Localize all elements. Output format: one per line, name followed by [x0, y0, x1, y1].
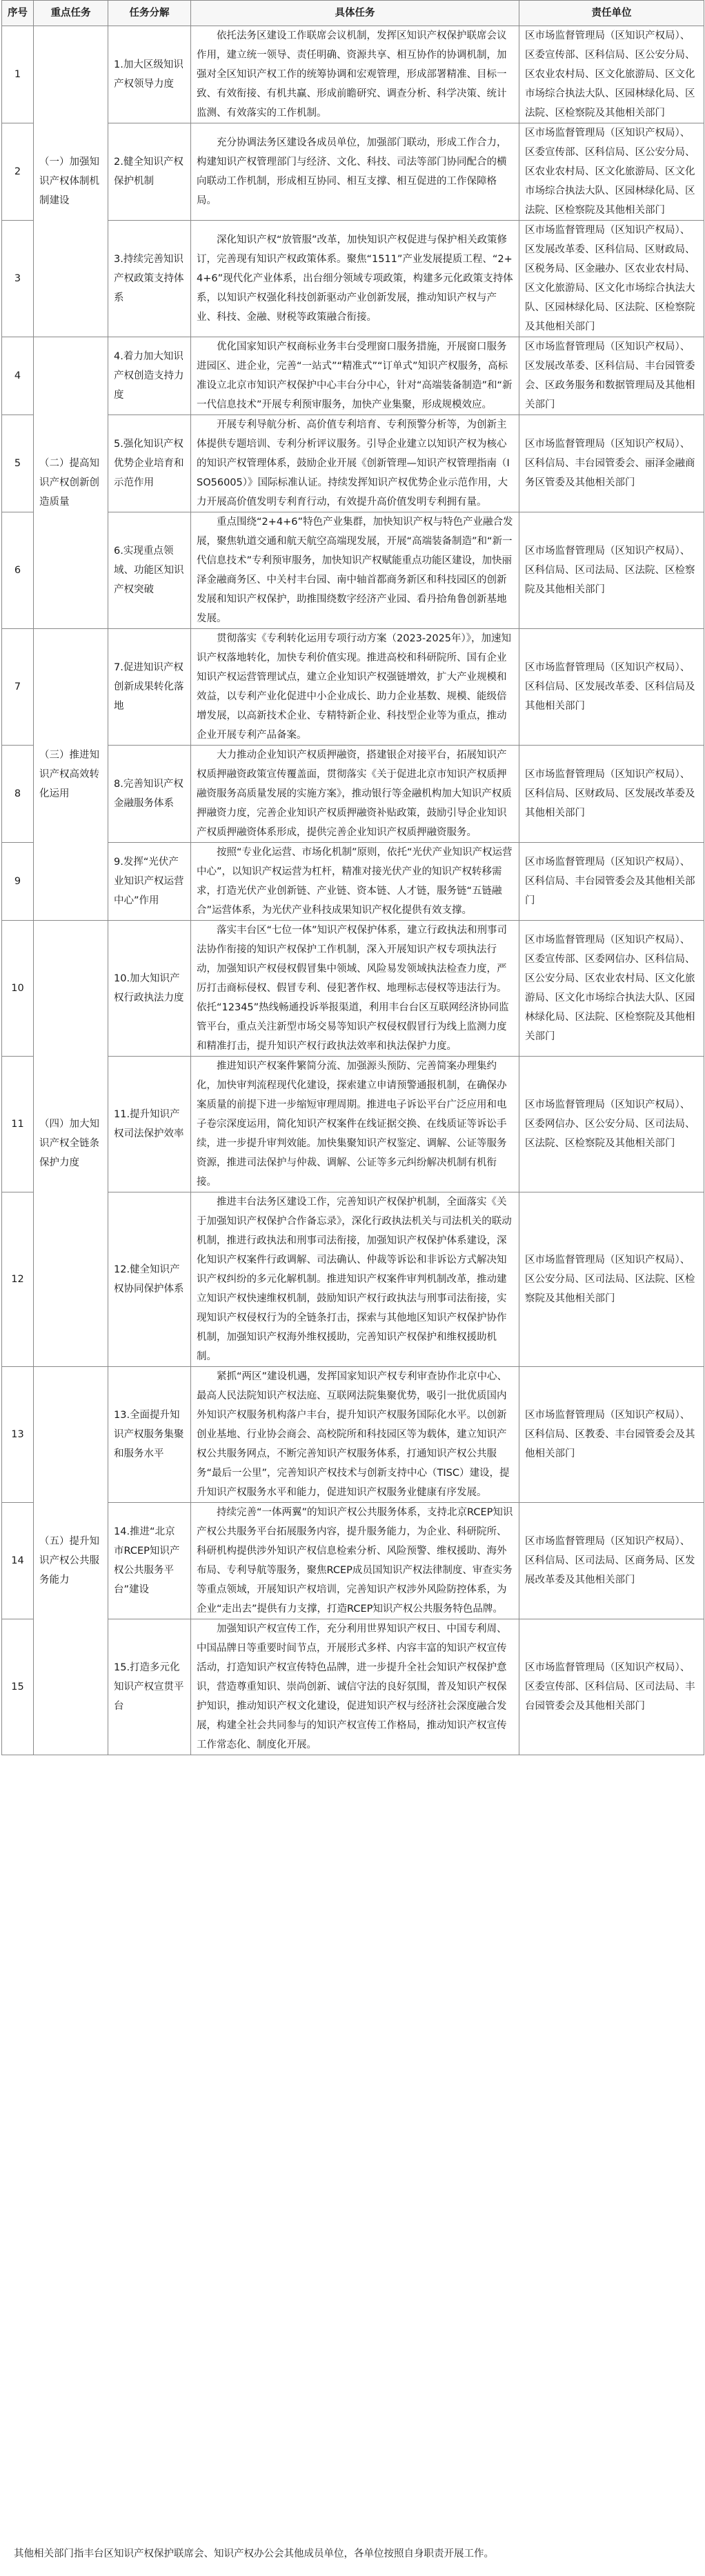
cell-no: 13	[2, 1367, 34, 1503]
cell-task-breakdown: 11.提升知识产权司法保护效率	[108, 1057, 191, 1192]
header-focus: 重点任务	[34, 1, 108, 26]
cell-task-breakdown: 14.推进“北京市RCEP知识产权公共服务平台”建设	[108, 1503, 191, 1619]
cell-responsible-units: 区市场监督管理局（区知识产权局）、区委宣传部、区委网信办、区科信局、区公安分局、区农业农村局、区文化旅游局、区文化市场综合执法大队、区园林绿化局、区法院、区检察院及其他相关部门	[519, 921, 704, 1057]
cell-no: 10	[2, 921, 34, 1057]
cell-specific-task: 按照“专业化运营、市场化机制”原则，依托“光伏产业知识产权运营中心”，以知识产权运营为杠杆，精准对接光伏产业的知识产权转移需求，打造光伏产业创新链、产业链、资本链、人才链，服务链“五链融合”运营体系，为光伏产业科技成果知识产权化提供有效支撑。	[191, 843, 519, 921]
cell-task-breakdown: 15.打造多元化知识产权宣贯平台	[108, 1619, 191, 1755]
cell-specific-task: 开展专利导航分析、高价值专利培育、专利预警分析等，为创新主体提供专题培训、专利分析评议服务。引导企业建立以知识产权为核心的知识产权管理体系，鼓励企业开展《创新管理—知识产权管理指南（ISO56005）》国际标准认证。持续发挥知识产权优势企业示范作用，大力开展高价值发明专利育行动，有效提升高价值发明专利拥有量。	[191, 415, 519, 512]
cell-focus-task: （五）提升知识产权公共服务能力	[34, 1367, 108, 1755]
cell-no: 8	[2, 746, 34, 843]
cell-no: 1	[2, 26, 34, 123]
table-row	[2, 629, 704, 746]
cell-specific-task: 充分协调法务区建设各成员单位，加强部门联动，形成工作合力，构建知识产权管理部门与经济、文化、科技、司法等部门协同配合的横向联动工作机制，形成相互协同、相互支撑、相互促进的工作保障格局。	[191, 123, 519, 221]
cell-task-breakdown: 9.发挥“光伏产业知识产权运营中心”作用	[108, 843, 191, 921]
cell-task-breakdown: 12.健全知识产权协同保护体系	[108, 1192, 191, 1367]
cell-task-breakdown: 4.着力加大知识产权创造支持力度	[108, 337, 191, 415]
header-units: 责任单位	[519, 1, 704, 26]
cell-no: 2	[2, 123, 34, 221]
cell-responsible-units: 区市场监督管理局（区知识产权局）、区科信局、丰台园管委会、丽泽金融商务区管委及其他相关部门	[519, 415, 704, 512]
cell-no: 3	[2, 221, 34, 337]
table-row	[2, 1367, 704, 1503]
cell-specific-task: 落实丰台区“七位一体”知识产权保护体系，建立行政执法和刑事司法协作衔接的知识产权保护工作机制，深入开展知识产权专项执法行动，加强知识产权侵权假冒集中领域、风险易发领域执法检查力度，严厉打击商标侵权、假冒专利、侵犯著作权、地理标志侵权等违法行为。依托“12345”热线畅通投诉举报渠道，利用丰台台区互联网经济协同监管平台，重点关注新型市场交易等知识产权侵权假冒行为线上监测力度和精准打击，提升知识产权行政执法效率和执法保护力度。	[191, 921, 519, 1057]
table-header-row	[2, 1, 704, 26]
table-body	[2, 26, 704, 1755]
cell-task-breakdown: 3.持续完善知识产权政策支持体系	[108, 221, 191, 337]
table-row	[2, 26, 704, 123]
cell-specific-task: 依托法务区建设工作联席会议机制，发挥区知识产权保护联席会议作用，建立统一领导、责任明确、资源共享、相互协作的协调机制，加强对全区知识产权工作的统筹协调和宏观管理，形成部署精准、目标一致、有效衔接、有机共赢、形成前瞻研究、调查分析、科学决策、统计监测、有效落实的工作机制。	[191, 26, 519, 123]
cell-responsible-units: 区市场监督管理局（区知识产权局）、区委宣传部、区科信局、区司法局、丰台园管委会及其他相关部门	[519, 1619, 704, 1755]
cell-responsible-units: 区市场监督管理局（区知识产权局）、区科信局、区司法局、区法院、区检察院及其他相关部门	[519, 512, 704, 629]
cell-task-breakdown: 1.加大区级知识产权领导力度	[108, 26, 191, 123]
header-analysis: 任务分解	[108, 1, 191, 26]
cell-responsible-units: 区市场监督管理局（区知识产权局）、区科信局、区发展改革委、区科信局及其他相关部门	[519, 629, 704, 746]
cell-specific-task: 贯彻落实《专利转化运用专项行动方案（2023-2025年）》，加速知识产权落地转化，加快专利价值实现。推进高校和科研院所、国有企业知识产权运营管理试点，建立企业知识产权强链增效，扩大产业规模和效益，以专利产业化促进中小企业成长、助力企业基数、规模、能级倍增发展，以高新技术企业、专精特新企业、科技型企业等为重点，推动企业开展专利产品备案。	[191, 629, 519, 746]
cell-responsible-units: 区市场监督管理局（区知识产权局）、区发展改革委、区科信局、区财政局、区税务局、区金融办、区农业农村局、区文化旅游局、区文化市场综合执法大队、区园林绿化局、区法院、区检察院及其他相关部门	[519, 221, 704, 337]
cell-focus-task: （一）加强知识产权体制机制建设	[34, 26, 108, 337]
cell-specific-task: 推进知识产权案件繁简分流、加强源头预防、完善简案办理集约化，加快审判流程现代化建设，探索建立申请预警通报机制，在确保办案质量的前提下进一步缩短审理周期。推进电子诉讼平台广泛应用和电子卷宗深度运用，简化知识产权案件在线证据交换、在线质证等诉讼手续，进一步提升审判效能。加快集聚知识产权鉴定、调解、公证等服务资源，推进司法保护与仲裁、调解、公证等多元纠纷解决机制有机衔接。	[191, 1057, 519, 1192]
cell-specific-task: 深化知识产权“放管服”改革，加快知识产权促进与保护相关政策修订，完善现有知识产权政策体系。聚焦“1511”产业发展提质工程、“2+4+6”现代化产业体系，出台细分领域专项政策，构建多元化政策支持体系，以知识产权强化科技创新驱动产业创新发展，推动知识产权与产业、科技、金融、财税等政策融合衔接。	[191, 221, 519, 337]
cell-no: 4	[2, 337, 34, 415]
cell-task-breakdown: 2.健全知识产权保护机制	[108, 123, 191, 221]
cell-task-breakdown: 5.强化知识产权优势企业培育和示范作用	[108, 415, 191, 512]
cell-no: 12	[2, 1192, 34, 1367]
cell-specific-task: 大力推动企业知识产权质押融资，搭建银企对接平台，拓展知识产权质押融资政策宣传覆盖面，贯彻落实《关于促进北京市知识产权质押融资服务高质量发展的实施方案》，推动银行等金融机构加大知识产权质押融资力度，完善企业知识产权质押融资补贴政策，鼓励引导企业知识产权质押融资体系形成，提供完善企业知识产权质押融资服务。	[191, 746, 519, 843]
cell-specific-task: 推进丰台法务区建设工作，完善知识产权保护机制，全面落实《关于加强知识产权保护合作备忘录》，深化行政执法机关与司法机关的联动机制，推进行政执法和刑事司法衔接，加强知识产权保护体系建设，深化知识产权案件行政调解、司法确认、仲裁等诉讼和非诉讼方式解决知识产权纠纷的多元化解机制。推进知识产权案件审判机制改革，推动建立知识产权快速维权机制，鼓励知识产权行政执法与刑事司法衔接，实现知识产权侵权行为的全链条打击，探索与其他地区知识产权保护协作机制，加强知识产权海外维权援助，完善知识产权保护和维权援助机制。	[191, 1192, 519, 1367]
cell-focus-task: （四）加大知识产权全链条保护力度	[34, 921, 108, 1367]
cell-no: 14	[2, 1503, 34, 1619]
cell-no: 7	[2, 629, 34, 746]
cell-task-breakdown: 7.促进知识产权创新成果转化落地	[108, 629, 191, 746]
cell-responsible-units: 区市场监督管理局（区知识产权局）、区委宣传部、区科信局、区公安分局、区农业农村局、区文化旅游局、区文化市场综合执法大队、区园林绿化局、区法院、区检察院及其他相关部门	[519, 26, 704, 123]
cell-task-breakdown: 6.实现重点领域、功能区知识产权突破	[108, 512, 191, 629]
cell-responsible-units: 区市场监督管理局（区知识产权局）、区发展改革委、区科信局、丰台园管委会、区政务服务和数据管理局及其他相关部门	[519, 337, 704, 415]
cell-responsible-units: 区市场监督管理局（区知识产权局）、区科信局、区财政局、区发展改革委及其他相关部门	[519, 746, 704, 843]
cell-responsible-units: 区市场监督管理局（区知识产权局）、区委宣传部、区科信局、区公安分局、区农业农村局、区文化旅游局、区文化市场综合执法大队、区园林绿化局、区法院、区检察院及其他相关部门	[519, 123, 704, 221]
cell-task-breakdown: 8.完善知识产权金融服务体系	[108, 746, 191, 843]
cell-specific-task: 优化国家知识产权商标业务丰台受理窗口服务措施，开展窗口服务进园区、进企业，完善“一站式”“精准式”“订单式”知识产权服务，高标准设立北京市知识产权保护中心丰台分中心，针对“高端装备制造”和“新一代信息技术”开展专利预审服务，加快产业集聚，形成规模效应。	[191, 337, 519, 415]
cell-no: 5	[2, 415, 34, 512]
cell-responsible-units: 区市场监督管理局（区知识产权局）、区科信局、丰台园管委会及其他相关部门	[519, 843, 704, 921]
footnote: 其他相关部门指丰台区知识产权保护联席会、知识产权办公会其他成员单位，各单位按照自身职责开展工作。	[14, 2548, 494, 2559]
cell-no: 15	[2, 1619, 34, 1755]
cell-task-breakdown: 13.全面提升知识产权服务集聚和服务水平	[108, 1367, 191, 1503]
table-row	[2, 337, 704, 415]
table-row	[2, 921, 704, 1057]
cell-specific-task: 紧抓“两区”建设机遇，发挥国家知识产权专利审查协作北京中心、最高人民法院知识产权法庭、互联网法院集聚优势，吸引一批优质国内外知识产权服务机构落户丰台，提升知识产权服务国际化水平。以创新创业基地、行业协会商会、高校院所和科技园区等为载体，建立知识产权公共服务网点，不断完善知识产权服务体系，打通知识产权公共服务“最后一公里”，完善知识产权技术与创新支持中心（TISC）建设，提升知识产权服务水平和能力，促进知识产权服务业健康有序发展。	[191, 1367, 519, 1503]
cell-specific-task: 持续完善“一体两翼”的知识产权公共服务体系，支持北京RCEP知识产权公共服务平台拓展服务内容，提升服务能力，为企业、科研院所、科研机构提供涉外知识产权信息检索分析、风险预警、维权援助、海外布局、专利导航等服务，聚焦RCEP成员国知识产权法律制度、审查实务等重点领域，开展知识产权培训，完善知识产权涉外风险防控体系，为企业“走出去”提供有力支撑，打造RCEP知识产权公共服务特色品牌。	[191, 1503, 519, 1619]
cell-focus-task: （二）提高知识产权创新创造质量	[34, 337, 108, 629]
header-no: 序号	[2, 1, 34, 26]
header-specific: 具体任务	[191, 1, 519, 26]
cell-responsible-units: 区市场监督管理局（区知识产权局）、区公安分局、区司法局、区法院、区检察院及其他相关部门	[519, 1192, 704, 1367]
task-table	[1, 0, 704, 1755]
cell-specific-task: 重点围绕“2+4+6”特色产业集群，加快知识产权与特色产业融合发展，聚焦轨道交通和航天航空高端现发展，开展“高端装备制造”和“新一代信息技术”专利预审服务，加快知识产权赋能重点功能区建设，加快丽泽金融商务区、中关村丰台园、南中轴首都商务新区和科技园区的创新发展和知识产权保护，助推围绕数字经济产业园、看丹拾角鲁创新基地发展。	[191, 512, 519, 629]
cell-responsible-units: 区市场监督管理局（区知识产权局）、区科信局、区司法局、区商务局、区发展改革委及其他相关部门	[519, 1503, 704, 1619]
cell-task-breakdown: 10.加大知识产权行政执法力度	[108, 921, 191, 1057]
cell-specific-task: 加强知识产权宣传工作，充分利用世界知识产权日、中国专利周、中国品牌日等重要时间节点，开展形式多样、内容丰富的知识产权宣传活动，打造知识产权宣传特色品牌，进一步提升全社会知识产权保护意识，营造尊重知识、崇尚创新、诚信守法的良好氛围，普及知识产权保护知识，推动知识产权文化建设，促进知识产权与经济社会深度融合发展，构建全社会共同参与的知识产权宣传工作格局，推动知识产权宣传工作常态化、制度化开展。	[191, 1619, 519, 1755]
cell-focus-task: （三）推进知识产权高效转化运用	[34, 629, 108, 921]
cell-responsible-units: 区市场监督管理局（区知识产权局）、区科信局、区教委、丰台园管委会及其他相关部门	[519, 1367, 704, 1503]
cell-no: 6	[2, 512, 34, 629]
cell-no: 9	[2, 843, 34, 921]
cell-responsible-units: 区市场监督管理局（区知识产权局）、区委网信办、区公安分局、区司法局、区法院、区检察院及其他相关部门	[519, 1057, 704, 1192]
cell-no: 11	[2, 1057, 34, 1192]
